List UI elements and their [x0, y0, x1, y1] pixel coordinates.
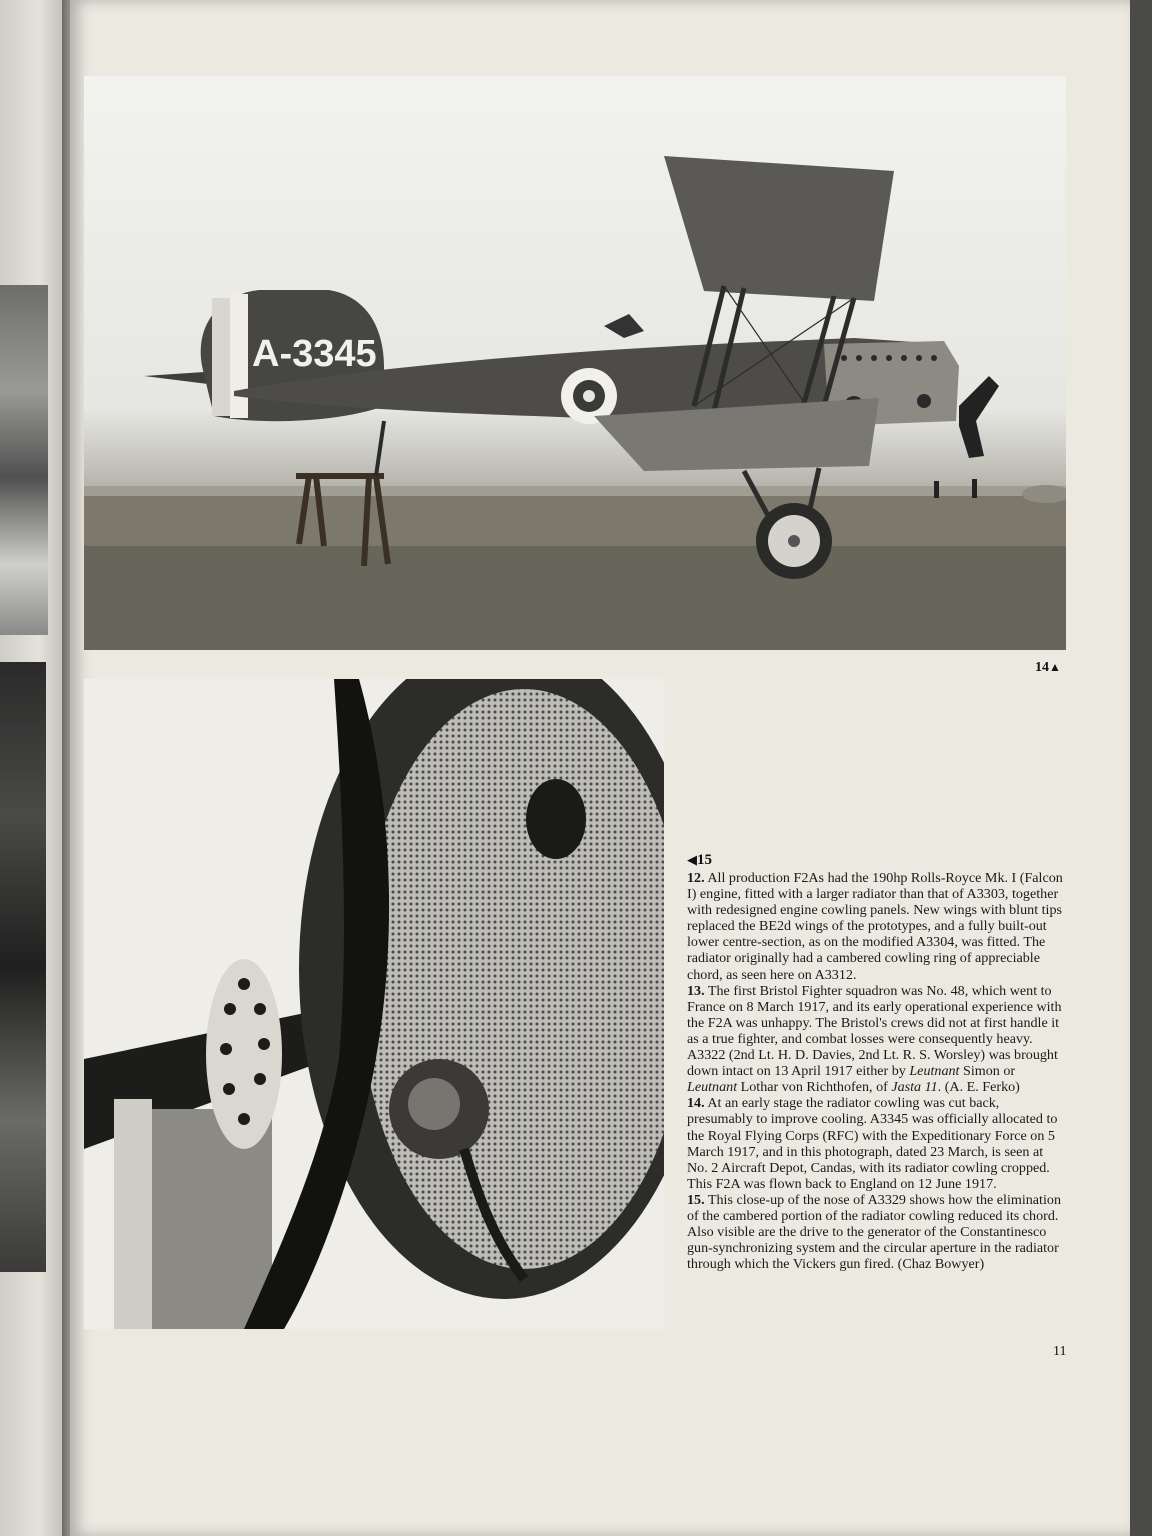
caption-13: 13. The first Bristol Fighter squadron was No. 48, which went to France on 8 March 1917, and its early operational experience with the F2A was unhappy. The Bristol's crews did not at first handle it as a true fighter, and combat losses were consequently heavy. A3322 (2nd Lt. H. D. Davies, 2nd Lt. R. S. Worsley) was brought down intact on 13 April 1917 either by Leutnant Simon or Leutnant Lothar von Richthofen, of Jasta 11. (A. E. Ferko): [687, 982, 1062, 1096]
radiator-illustration: [84, 679, 664, 1329]
facing-page: [0, 0, 70, 1536]
caption-12: 12. All production F2As had the 190hp Rolls-Royce Mk. I (Falcon I) engine, fitted with a larger radiator than that of A3303, together with redesigned engine cowling panels. New wings with blunt tips replaced the BE2d wings of the prototypes, and a fully built-out lower centre-section, as on the modified A3304, was fitted. The radiator originally had a cambered cowling ring of appreciable chord, as seen here on A3312.: [687, 870, 1063, 983]
triangle-left-icon: ◀: [687, 852, 697, 867]
photo-15-radiator-closeup: [84, 679, 664, 1329]
serial-number: A-3345: [252, 333, 377, 375]
photo-14-label: 14▲: [1035, 660, 1061, 675]
caption-15: 15. This close-up of the nose of A3329 shows how the elimination of the cambered portion of the radiator cowling reduced its chord. Also visible are the drive to the generator of the Constantinesco gun-synchronizing system and the circular aperture in the radiator through which the Vickers gun fired. (Chaz Bowyer): [687, 1191, 1061, 1273]
captions-column: [687, 870, 1067, 1272]
biplane-illustration: [84, 76, 1066, 650]
caption-14: 14. At an early stage the radiator cowling was cut back, presumably to improve cooling. A3345 was officially allocated to the Royal Flying Corps (RFC) with the Expeditionary Force on 5 March 1917, and in this photograph, dated 23 March, is seen at No. 2 Aircraft Depot, Candas, with its radiator cowling cropped. This F2A was flown back to England on 12 June 1917.: [687, 1095, 1058, 1192]
page-number: 11: [1053, 1344, 1067, 1359]
triangle-up-icon: ▲: [1049, 660, 1061, 674]
facing-page-photo-top: [0, 285, 48, 635]
propeller: [959, 376, 999, 458]
upper-wing: [664, 156, 894, 301]
photo-14-biplane-side-view: [84, 76, 1066, 650]
gun-aperture: [526, 779, 586, 859]
facing-page-photo-bottom: [0, 662, 46, 1272]
book-page: [70, 0, 1130, 1536]
photo-15-label: ◀15: [687, 852, 712, 868]
